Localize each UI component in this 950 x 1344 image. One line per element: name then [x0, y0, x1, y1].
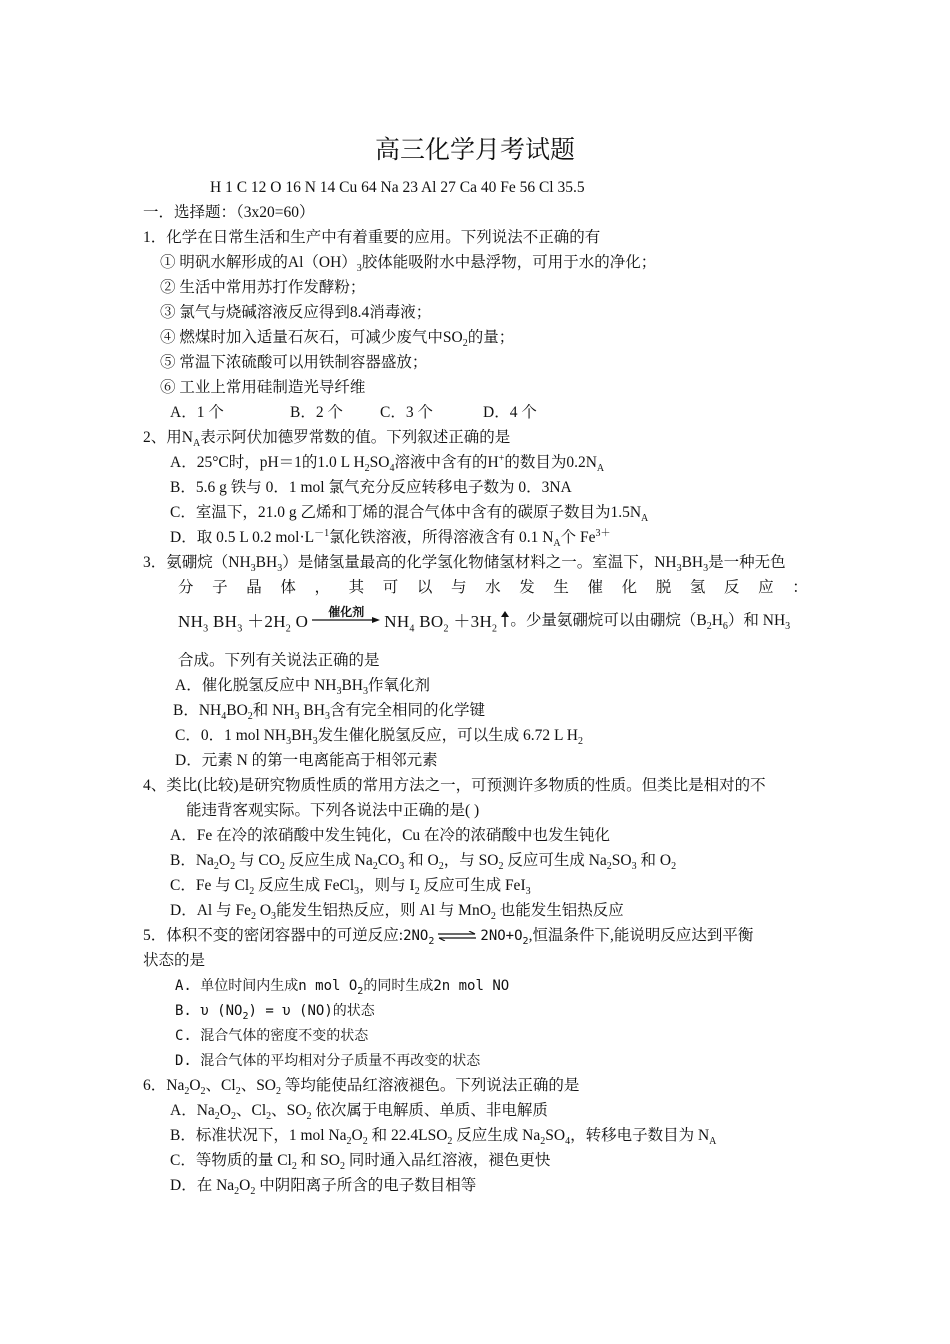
q1-statement-4: ④ 燃煤时加入适量石灰石，可减少废气中$SO_2$的量； [160, 329, 515, 350]
question-4-stem: 4、类比(比较)是研究物质性质的常用方法之一，可预测许多物质的性质。但类比是相对的不 [143, 777, 766, 794]
atomic-mass-line: H 1 C 12 O 16 N 14 Cu 64 Na 23 Al 27 Ca 40 Fe 56 Cl 35.5 [210, 179, 585, 196]
right-arrow-icon [312, 615, 380, 625]
q6-option-a: A．$Na_2O_2$、$Cl_2$、$SO_2$ 依次属于电解质、单质、非电解质 [170, 1102, 548, 1123]
q1-option-d: D．4 个 [483, 404, 537, 421]
q3-option-c: C．0．1 mol $NH_3BH_3$发生催化脱氢反应，可以生成 6.72 L $H_2$ [175, 727, 583, 748]
question-1-stem: 1．化学在日常生活和生产中有着重要的应用。下列说法不正确的有 [143, 229, 601, 246]
q5-option-b: B. υ $(NO_2) = \upsilon$ (NO)的状态 [175, 1003, 375, 1022]
q1-statement-6: ⑥ 工业上常用硅制造光导纤维 [160, 379, 366, 396]
q1-option-c: C．3 个 [380, 404, 433, 421]
q3-reaction-equation [178, 604, 790, 634]
reaction-arrow [312, 607, 380, 631]
q4-option-c: C．Fe 与 $Cl_2$ 反应生成 FeCl$_3$，则与 $I_2$ 反应可生成 FeI$_3$ [170, 877, 531, 898]
q1-statement-2: ② 生活中常用苏打作发酵粉； [160, 279, 366, 296]
q3-option-a: A．催化脱氢反应中 $NH_3BH_3$作氧化剂 [175, 677, 431, 698]
q2-option-d: D．取 0.5 L 0.2 $mol\cdot L^{-1}$氯化铁溶液，所得溶液含有 0.1 $N_A$个 $Fe^{3+}$ [170, 527, 611, 550]
gas-up-arrow-icon [500, 611, 510, 627]
q6-option-b: B．标准状况下，1 mol $Na_2O_2$ 和 $22.4LSO_2$ 反应生成 $Na_2SO_4$，转移电子数目为 $N_A$ [170, 1127, 717, 1148]
question-5-stem: 5．体积不变的密闭容器中的可逆反应$:2NO_2$ $2NO+O_2$,恒温条件下,能说明反应达到平衡 [143, 927, 754, 947]
q3-option-d: D．元素 N 的第一电离能高于相邻元素 [175, 752, 438, 769]
q1-option-a: A．1 个 [170, 404, 224, 421]
section-heading: 一．选择题：（3x20=60） [143, 204, 315, 221]
q6-option-c: C．等物质的量 $Cl_2$ 和 $SO_2$ 同时通入品红溶液，褪色更快 [170, 1152, 551, 1173]
equation-reactants: $NH_3$ $BH_3 +2H_2$ O [178, 611, 309, 634]
q1-statement-5: ⑤ 常温下浓硫酸可以用铁制容器盛放； [160, 354, 428, 371]
q1-option-b: B．2 个 [290, 404, 343, 421]
q1-statement-3: ③ 氯气与烧碱溶液反应得到8.4消毒液； [160, 304, 432, 321]
catalyst-label: 催化剂 [328, 605, 365, 619]
q2-option-c: C．室温下，21.0 g 乙烯和丁烯的混合气体中含有的碳原子数目为$1.5N_A$ [170, 504, 649, 525]
q5-option-d: D. 混合气体的平均相对分子质量不再改变的状态 [175, 1053, 481, 1069]
q2-option-a: A．25°C时，pH＝1的1.0 L $H_2SO_4$溶液中含有的H+的数目为$0.2N_A$ [170, 452, 605, 475]
q4-option-b: B．$Na_2O_2$ 与 $CO_2$ 反应生成 $Na_2CO_3$ 和 $O_2$，与 $SO_2$ 反应可生成 $Na_2SO_3$ 和 $O_2$ [170, 852, 677, 873]
question-3-stem: 3．氨硼烷$(NH_3BH_3)$是储氢量最高的化学氢化物储氢材料之一。室温下，$NH_3BH_3$是一种无色 [143, 554, 786, 575]
q5-option-c: C. 混合气体的密度不变的状态 [175, 1028, 369, 1044]
q4-option-d: D．Al 与 $Fe_2$ $O_3$能发生铝热反应，则 Al 与 MnO$_2$ 也能发生铝热反应 [170, 902, 624, 923]
q2-option-b: B．5.6 g 铁与 0．1 mol 氯气充分反应转移电子数为 0．3NA [170, 479, 572, 496]
equilibrium-arrow-icon [437, 931, 477, 941]
equation-products: $NH_4$ $BO_2 +3H_2$ [384, 611, 498, 634]
question-3-stem-line-4: 合成。下列有关说法正确的是 [178, 652, 380, 669]
question-5-stem-line-2: 状态的是 [143, 952, 206, 969]
q3-option-b: B．$NH_4BO_2$和 $NH_3$ $BH_3$含有完全相同的化学键 [173, 702, 485, 723]
q5-option-a: A. 单位时间内生成n mol $O_2$的同时生成2n mol NO [175, 978, 510, 997]
question-4-stem-line-2: 能违背客观实际。下列各说法中正确的是( ) [186, 802, 480, 819]
question-2-stem: 2、用$N_A$表示阿伏加德罗常数的值。下列叙述正确的是 [143, 429, 511, 450]
q1-statement-1: ① 明矾水解形成的$Al(OH)_3$胶体能吸附水中悬浮物，可用于水的净化； [160, 254, 657, 275]
question-3-stem-line-2: 分 子 晶 体 ， 其 可 以 与 水 发 生 催 化 脱 氢 反 应 ： [178, 579, 808, 596]
question-6-stem: 6．$Na_2O_2$、$Cl_2$、$SO_2$ 等均能使品红溶液褪色。下列说法正确的是 [143, 1077, 580, 1098]
q4-option-a: A．Fe 在冷的浓硝酸中发生钝化，Cu 在冷的浓硝酸中也发生钝化 [170, 827, 611, 844]
q6-option-d: D．在 $Na_2O_2$ 中阴阳离子所含的电子数目相等 [170, 1177, 477, 1198]
page-title: 高三化学月考试题 [374, 137, 575, 164]
equation-tail-text: 。少量氨硼烷可以由硼烷$(B_2H_6)$和 $NH_3$ [510, 612, 791, 633]
